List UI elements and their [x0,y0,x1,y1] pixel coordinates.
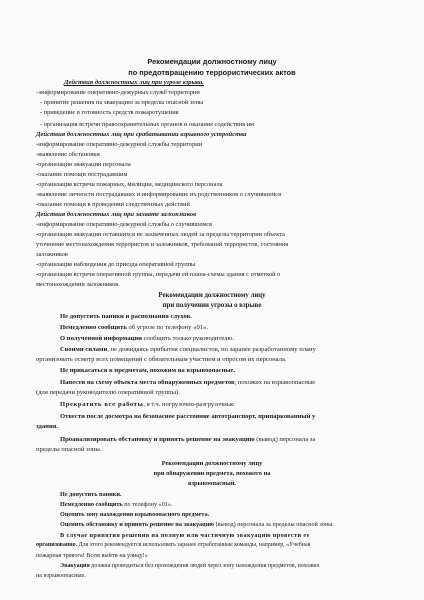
list-item: -оказание помощи в проведении следственных действий [36,201,190,208]
paragraph-text: , похожих на взрывоопасные [234,379,316,386]
list-item: уточнение местонахождения террористов и заложников, требований террористов, состояния [36,241,289,248]
list-item: заложников [36,251,68,258]
doc-title-line2: по предотвращению террористических актов [128,68,296,77]
paragraph [60,402,236,409]
block-title-threat-line2: при получении угрозы о взрыве [162,302,262,309]
paragraph [60,502,173,508]
paragraph [60,437,315,444]
paragraph-bold: Немедленно сообщить [60,324,127,331]
paragraph: Оцепить зону нахождения взрывоопасного предмета. [60,511,210,518]
paragraph: Отвести после досмотра на безопасное расстояние автотранспорт, припаркованный у [60,413,316,420]
doc-title-line1: Рекомендации должностному лицу [147,57,277,66]
block-title-object-line1: Рекомендации должностному лицу [161,460,263,467]
list-item: -оказание помощи пострадавшим [36,171,128,178]
paragraph-text: Для этого рекомендуется использовать заранее отработанные команды, например, «Учебная [77,542,311,548]
paragraph: Не допустить паники и распознания слухов. [60,313,192,320]
paragraph-text: об угрозе по телефону «01». [126,324,208,331]
block-title-object-line2: при обнаружении предмета, похожего на [153,470,271,477]
paragraph-line: пределы опасной зоны. [36,446,102,453]
paragraph-text: должна проводиться без прохождения людей через зону нахождения предметов, похожих [89,563,320,569]
list-item: -организация встречи пожарных, милиции, медицинского персонала [36,181,223,188]
list-item: - приведение в готовность средств пожаротушения [40,109,179,116]
paragraph-bold: Эвакуация [60,563,90,569]
paragraph-bold: О полученной информации [60,335,142,342]
paragraph-bold: Своими силами [60,346,108,353]
list-item: - организация встречи правоохранительных органов и оказание содействия им [40,121,255,128]
paragraph-text: , в т.ч. погрузочно-разгрузочные. [143,401,236,408]
paragraph [60,380,315,387]
paragraph-text: по телефону «01». [122,501,173,508]
paragraph: В случае принятия решения на полную или частичную эвакуацию провести ее [60,532,310,539]
paragraph-text: , не дожидаясь прибытия специалистов, по заранее разработанному плану [107,346,316,353]
paragraph-bold: Нанести на схему объекта места обнаруженных предметов [60,379,235,386]
paragraph-bold: Проанализировать обстановку и принять решение на эвакуацию [60,436,255,443]
section-heading-explosion: Действия должностных лиц при срабатывании взрывного устройства [36,131,247,138]
list-item: -организация эвакуации персонала [36,161,131,168]
paragraph-line: здания. [36,423,58,430]
paragraph-bold: Прекратить все работы [60,401,144,408]
paragraph [60,563,320,569]
list-item: -организация эвакуации оставшихся не захваченных людей за пределы территории объекта [36,231,285,238]
paragraph-text: (вывод) персонала за [254,436,316,443]
list-item: -организация встречи оперативной группы, передачи ей плана-схемы здания с отметкой о [36,271,281,278]
paragraph-text: сообщить только руководителю. [141,335,235,342]
paragraph [60,325,208,332]
section-heading-bomb-threat: Действия должностных лиц при угрозе взрыва. [64,79,204,86]
paragraph-line [36,543,310,549]
block-title-object-line3: взрывоопасный. [187,480,237,487]
paragraph-line: пожарная тревога! Всем выйти на улицу!» [36,552,148,559]
paragraph: Не прикасаться к предметам, похожим на взрывоопасные. [60,367,236,374]
paragraph-line: на взрывоопасные. [36,572,86,579]
paragraph-line: организовать осмотр всех помещений с обязательным участием и опросом их персонала. [36,356,287,363]
list-item: -выявление обстановки [36,151,100,158]
list-item: -организация наблюдения до приезда оперативной группы [36,261,196,268]
paragraph-bold: Оценить обстановку и принять решение на эвакуацию [60,521,215,528]
paragraph-bold: Немедленно сообщить [60,501,123,508]
list-item: -информирование оперативно-дежурной службы территории [36,141,203,148]
list-item: - принятие решения на эвакуацию за пределы опасной зоны [40,99,204,106]
paragraph-text: (вывод) персонала за пределы опасной зоны. [214,521,334,528]
paragraph [60,522,334,528]
section-heading-hostages: Действия должностных лиц при захвате заложников [36,211,197,218]
paragraph [60,347,316,354]
list-item: -выявление личности пострадавших и информирование их родственников о случившемся [36,191,282,198]
list-item: –информирование оперативно-дежурных служб территории [36,89,200,96]
paragraph-bold: организованно. [36,542,78,548]
paragraph-line: (для передачи руководителю оперативной группы). [36,389,180,396]
paragraph [60,336,234,343]
paragraph: Не допустить паники. [60,491,122,498]
block-title-threat-line1: Рекомендации должностному лицу [158,292,266,299]
list-item: -информирование оперативно-дежурной службы о случившемся [36,221,212,228]
list-item: местонахождении заложников. [36,281,120,288]
